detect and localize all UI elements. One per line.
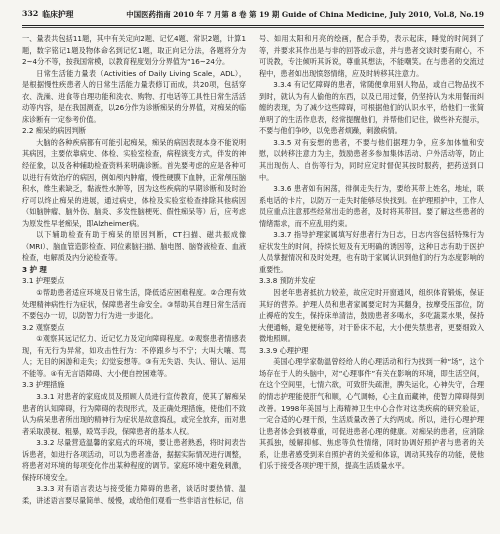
paragraph: 一、量表共包括11题，其中有关定向2题、记忆4题、常识2题，计算1题，数字铭记1题及物体命名到记忆1题，取正向记分法，各题将分为2~4分不等，按我国常模，以教育程度划分分界值为“16~24分。 (22, 34, 246, 67)
right-column (259, 33, 484, 531)
subsection-heading: 3.3 护理措施 (22, 380, 65, 390)
header-rule (22, 25, 484, 26)
paragraph: 3.3.7 指导护理家属填写好患者行为日志，日志内容包括特殊行为症状发生的时间，持续长短及有无明确的诱因等，这种日志有助于医护人员掌握情况和及时处理，也有助于家属认识到他们的行为态度影响的重要性。 (259, 230, 484, 274)
paragraph: 大脑的各种疾病都有可能引起痴呆，痴呆的病因表现本身不能说明其病因，主要依靠病史、体检、实验室检查，病程演变方式，伴发的神经征象，以及各种辅助检查资料来明确诊断。首先要考虑的应是各种可以进行有效治疗的病因，例如颅内肿瘤，慢性硬膜下血肿，正常颅压脑积水，维生素缺乏，黏液性水肿等，因为这些疾病的早期诊断和及时治疗可以终止痴呆的进展，通过病史，体检及实验室检查排除其他病因（如脑肿瘤、脑外伤、脑炎、多发性脑梗死、假性痴呆等）后，应考虑为原发性早老痴呆，即Alzheimer病。 (22, 137, 246, 228)
paragraph: 3.3.1 对患者的家庭成员及照顾人员进行宣传教育，使其了解痴呆患者的认知障碍，行为障碍的表现形式，及正确处理措施，使他们不致认为病呆患者所出现的精神行为症状是故意捣乱，或完全放弃，而对患者采取漠视、粗暴，殴骂手段，保障患者的基本人权。 (22, 391, 246, 436)
subsection-heading: 3.2 观察要点 (22, 322, 65, 332)
paragraph: 3.3.5 对有妄想的患者，不要与他们据理力争，应多加体恤和安慰，以转移注意力为主，鼓励患者多参加集体活动、户外活动等，防止其出现伤人、自伤等行为，同时应定时督促其按时服药，把药送到口中。 (259, 137, 484, 182)
page-header (22, 4, 484, 24)
section-heading: 3 护 理 (22, 264, 47, 274)
paragraph: 3.3.3 对有语言表达与接受能力障碍的患者，谈话时要热情、温柔，讲述语言要尽量简单、缓慢，或给他们观看一些非语言性标记，信 (22, 484, 246, 505)
paragraph: 3.3.4 有记忆障碍的患者，常随便拿用别人物品，或自己物品找不到时，就认为有人偷他的东西，以及已用过餐，仍坚持认为未用餐而纠缠的表现，为了减少这些障碍，可根据他们的认识水平，给他们一张简单明了的生活作息表，经常提醒他们，并帮他们记住，做些补充提示，不要与他们争吵，以免患者烦躁，刺激病情。 (259, 80, 484, 136)
subsection-heading: 3.3.8 预防并发症 (259, 276, 316, 286)
subsection-heading: 3.3.9 心理护理 (259, 345, 309, 355)
section-label: 临床护理 (42, 9, 74, 19)
paragraph: 号、如用太阳和月亮的绘画，配合手势，表示起床，睡觉的时间到了等，并要求其作出是与非的回答或示意，并与患者交谈时要有耐心，不可说教，专注倾听其诉说，尊重其想法，不能嘲笑。在与患者的交流过程中，患者如出现愤怒情绪，应及时转移其注意力。 (259, 34, 484, 78)
left-column (22, 33, 246, 531)
header-rule-thin (22, 27, 484, 28)
subsection-heading: 2.2 痴呆的病因判断 (22, 126, 87, 136)
paragraph: 美国心理学家勒温曾经给人的心理活动和行为找到一种“场”，这个场存在于人的头脑中，对“心理事件”有关在影响的环境，即生活空间，在这个空间里，七情六欲，可致肝失疏泄，脾失运化，心神失守，合理的情志护理能使肝气和顺，心气调畅，心主血而藏神，使智力障碍得到改善。1998年美国与上海精神卫生中心合作对这类疾病的研究验证，一定合适的心理干预，生活质量改善了大约两成。所以，进行心理护理让患者体会到被尊重，可促进患者心理的健康。对痴呆的患者，应消除其孤独，缓解抑郁、焦虑等负性情绪，同时协调好照护者与患者的关系，让患者感受到来自照护者的关爱和体谅，调动其残存的功能，使他们乐于接受各项护理干预，提高生活质量水平。 (259, 357, 484, 471)
subsection-heading: 3.1 护理要点 (22, 276, 65, 286)
paragraph: 因老年患者抵抗力较差，故应定时开窗通风，组织体育锻炼，保证其好的营养。护理人员和患者家属要定时为其翻身，按摩受压部位，防止褥疮的发生，保持床单清洁，鼓励患者多喝水，多吃蔬菜水果，保持大便通畅，避免便秘等，对于卧床不起，大小便失禁患者，更要细致入微地照顾。 (259, 288, 484, 344)
header-left (22, 9, 73, 20)
journal-citation: 中国医药指南 2010 年 7 月第 8 卷 第 19 期 Guide of China Medicine, July 2010, Vol.8, No.19 (126, 9, 484, 19)
paragraph: ①观察其远记忆力、近记忆力及定向障碍程度。②观察患者情感表现，有无行为异常，如攻击性行为：不停跟乡与不宁；大叫大嚷、骂人；无目的闲游和走失；幻觉妄想等。③有无失语、失认、错认、运用不能等。④有无言语障碍、大小便自控困难等。 (22, 334, 246, 378)
page-number: 332 (22, 8, 39, 18)
paragraph: 3.3.2 尽量营造温馨的家庭式的环境，要让患者熟悉，将时间表告诉患者，如进行各项活动，可以为患者准备，据据实际情况进行调整，将患者对环境的每项变化作出某种程度的调节。家庭环境中避免刺激，保持环境安全。 (22, 438, 246, 482)
paragraph: 以下辅助检查有助于痴呆的原因判断，CT扫描、磁共振成像（MRI）、脑血管造影检查、同位素脑扫描、脑电图、脑脊液检查、血液检查，电解质及内分泌检查等。 (22, 230, 246, 263)
paragraph: 3.3.6 患者如有闲荡，徘徊走失行为，要给其带上姓名，地址，联系电话的卡片，以防万一走失时能够尽快找到。在护理照护中，工作人员应重点注意那些经常出走的患者，及时将其带回。要了解这些患者的情绪需求，而不应乱用约束。 (259, 184, 484, 228)
paragraph: 日常生活能力量表（Activities of Daily Living Scale，ADL），是根据慢性疾患者人的日常生活能力量表修订而成，共20项，包括穿衣、洗澡、进食等自理功能和洗衣、购物、打电话等工具性日常生活活动等内容，是在我国测查，以26分作为诊断痴呆的分界值，对痴呆的临床诊断有一定参考价值。 (22, 68, 246, 124)
paragraph: ①帮助患者适应环境及日常生活，降低适应困难程度。②合理有效处理精神病性行为症状，保障患者生命安全。③帮助其自理日常生活而不要包办一切，以防智力行为进一步退化。 (22, 288, 246, 321)
